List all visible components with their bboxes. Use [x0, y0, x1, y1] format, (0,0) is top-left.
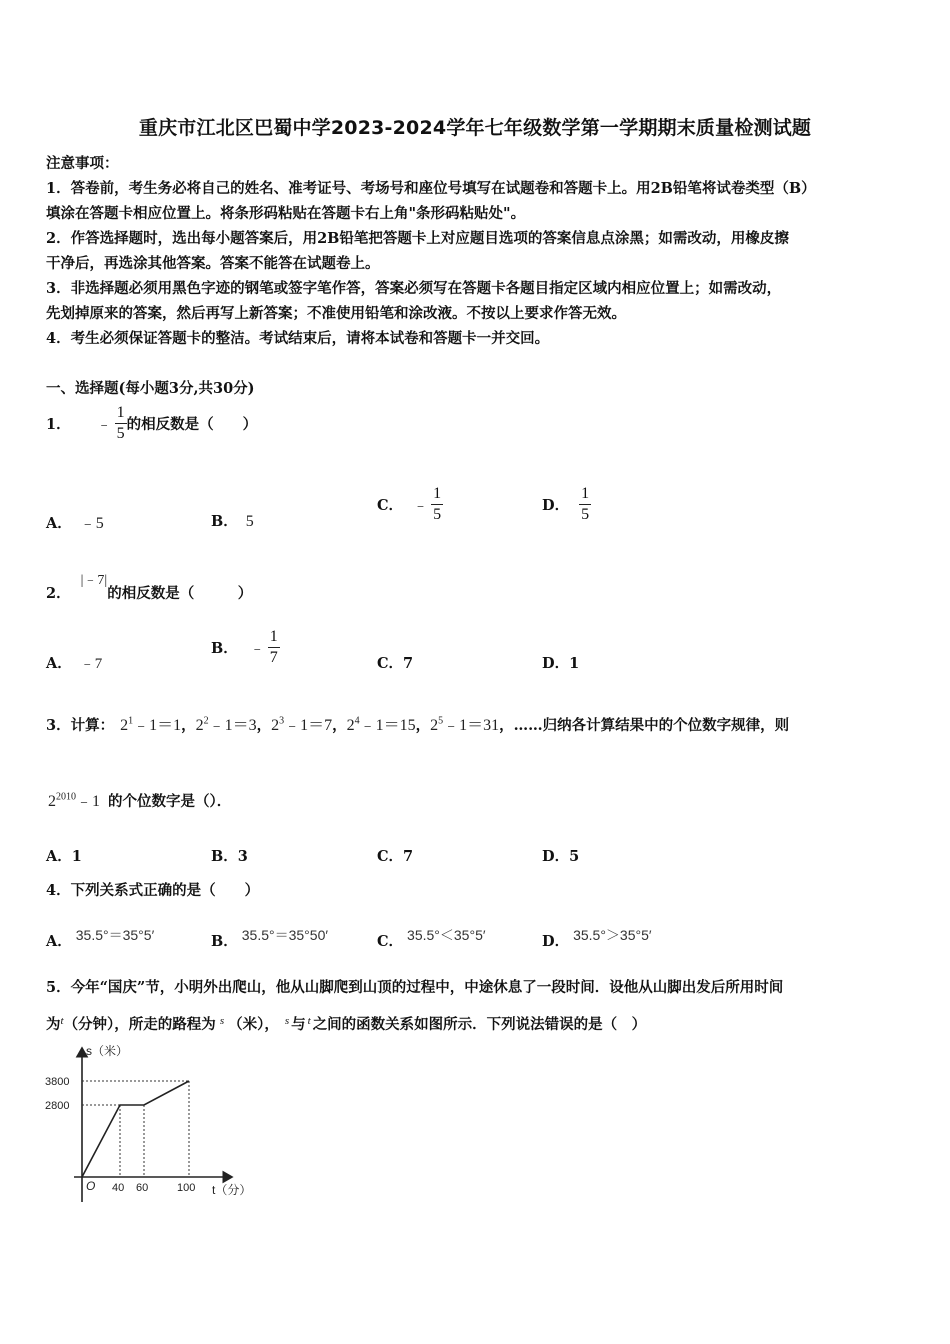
q4-b-label: B． — [211, 933, 238, 950]
var-t-2: t — [307, 1015, 311, 1027]
q4-b-value: 35.5°＝35°50′ — [241, 927, 328, 943]
x-axis-label: t（分） — [212, 1183, 252, 1197]
q2-text: 的相反数是（ ） — [107, 585, 253, 602]
q1-a-label: A． — [46, 515, 72, 532]
section-heading: 一、选择题(每小题3分,共30分) — [46, 380, 255, 397]
q2-a-label: A． — [46, 655, 72, 672]
var-t: t — [60, 1015, 64, 1027]
q1-d-label: D． — [542, 497, 570, 514]
notes-line-6: 先划掉原来的答案，然后再写上新答案；不准使用铅笔和涂改液。不按以上要求作答无效。 — [46, 305, 626, 322]
q3-label: 3．计算： — [46, 717, 115, 734]
q1-option-c — [377, 485, 443, 524]
question-5-line-2: 为$^t$（分钟），所走的路程为 $^s$ （米）， $^s$ 与 $^t$ 之间的函数关系如图所示．下列说法错误的是（ ） — [46, 1015, 647, 1033]
q1-option-a — [46, 510, 104, 533]
q4-c-label: C． — [377, 933, 404, 950]
question-5-line-1: 5．今年“国庆”节，小明外出爬山，他从山脚爬到山顶的过程中，中途休息了一段时间．设他从山脚出发后所用时间 — [46, 979, 784, 996]
q3-option-c: C．7 — [377, 848, 414, 865]
q2-option-d — [542, 652, 579, 673]
q1-c-fraction — [431, 485, 443, 524]
notes-line-1: 1．答卷前，考生务必将自己的姓名、准考证号、考场号和座位号填写在试题卷和答题卡上。用2B铅笔将试卷类型（B） — [46, 180, 816, 197]
q1-fraction — [115, 404, 127, 443]
var-s-2: s — [284, 1015, 290, 1027]
x-tick-100: 100 — [177, 1182, 196, 1194]
q2-expression: |﹣7| — [80, 573, 108, 588]
x-tick-40: 40 — [112, 1182, 125, 1194]
q2-b-den: 7 — [269, 649, 278, 666]
q2-number: 2． — [46, 585, 71, 602]
q3-sep-1: ， — [181, 717, 196, 734]
q3-expr-4: $2^4﹣1=15$ — [346, 715, 416, 734]
q1-number: 1． — [46, 416, 71, 433]
q1-d-den: 5 — [581, 506, 590, 523]
q2-b-fraction — [268, 628, 280, 667]
distance-time-graph — [40, 1040, 270, 1210]
q3-option-a: A．1 — [46, 848, 82, 865]
notes-line-4: 干净后，再选涂其他答案。答案不能答在试题卷上。 — [46, 255, 380, 272]
q4-a-value: 35.5°＝35°5′ — [75, 927, 155, 943]
question-1 — [46, 404, 257, 443]
q4-d-label: D． — [542, 933, 570, 950]
origin-label: O — [86, 1179, 96, 1193]
q3-sep-3: ， — [332, 717, 347, 734]
q1-d-fraction — [579, 485, 591, 524]
question-3 — [46, 712, 789, 735]
q2-d-value: 1 — [569, 655, 580, 672]
q4-option-c — [377, 925, 485, 951]
var-s: s — [219, 1015, 225, 1027]
q4-option-b — [211, 925, 328, 951]
q1-b-label: B． — [211, 513, 238, 530]
q3-tail: ，……归纳各计算结果中的个位数字规律，则 — [499, 717, 790, 734]
q1-d-num: 1 — [579, 485, 591, 505]
x-tick-60: 60 — [136, 1182, 149, 1194]
q1-a-value: ﹣5 — [79, 515, 104, 532]
q4-option-d — [542, 925, 652, 951]
question-2 — [46, 573, 253, 603]
notes-line-5: 3．非选择题必须用黑色字迹的钢笔或签字笔作答，答案必须写在答题卡各题目指定区域内相应位置上；如需改动， — [46, 280, 782, 297]
q3-expr-2010: $2^{2010}﹣1$ — [48, 791, 101, 810]
q3-expr-2: $2^2﹣1=3$ — [195, 715, 257, 734]
q2-option-b — [211, 628, 280, 667]
q3-sep-4: ， — [415, 717, 431, 734]
q2-option-c — [377, 652, 413, 673]
q1-frac-den: 5 — [116, 425, 125, 442]
q2-c-label: C． — [377, 655, 404, 672]
y-axis-label: s（米） — [86, 1044, 129, 1058]
q3-option-b: B．3 — [211, 848, 248, 865]
q3-expr-5: $2^5﹣1=31$ — [430, 715, 500, 734]
q1-c-den: 5 — [433, 506, 442, 523]
q1-c-label: C． — [377, 497, 404, 514]
q2-b-label: B． — [211, 640, 238, 657]
q3-sep-2: ， — [256, 717, 272, 734]
q3-expr-3: $2^3﹣1=7$ — [271, 715, 333, 734]
q1-option-d — [542, 485, 591, 524]
question-3-line-2 — [48, 788, 231, 811]
q4-option-a — [46, 925, 154, 951]
y-tick-2800: 2800 — [45, 1100, 70, 1112]
q2-c-value: 7 — [403, 655, 414, 672]
q4-a-label: A． — [46, 933, 72, 950]
q3-line-2-text: 的个位数字是（）． — [108, 793, 232, 810]
notes-line-3: 2．作答选择题时，选出每小题答案后，用2B铅笔把答题卡上对应题目选项的答案信息点涂黑；如需改动，用橡皮擦 — [46, 230, 789, 247]
q3-option-d: D．5 — [542, 848, 580, 865]
q1-text: 的相反数是（ ） — [126, 416, 258, 433]
q2-b-num: 1 — [268, 628, 280, 648]
graph-line — [82, 1081, 189, 1177]
notes-line-7: 4．考生必须保证答题卡的整洁。考试结束后，请将本试卷和答题卡一并交回。 — [46, 330, 550, 347]
q2-option-a — [46, 652, 102, 673]
q2-b-minus: ﹣ — [249, 641, 265, 657]
q3-expr-1: $2^1﹣1=1$ — [120, 715, 182, 734]
question-4: 4．下列关系式正确的是（ ） — [46, 882, 260, 899]
q2-d-label: D． — [542, 655, 570, 672]
q1-b-value: 5 — [245, 513, 254, 530]
q1-option-b — [211, 510, 254, 531]
y-tick-3800: 3800 — [45, 1076, 70, 1088]
notes-heading: 注意事项： — [46, 155, 119, 172]
q1-c-minus: ﹣ — [413, 498, 429, 514]
notes-line-2: 填涂在答题卡相应位置上。将条形码粘贴在答题卡右上角"条形码粘贴处"。 — [46, 205, 526, 222]
q1-frac-num: 1 — [115, 404, 127, 424]
page-title: 重庆市江北区巴蜀中学2023-2024学年七年级数学第一学期期末质量检测试题 — [138, 117, 812, 139]
q1-minus: ﹣ — [96, 417, 112, 433]
q1-c-num: 1 — [431, 485, 443, 505]
q2-a-value: ﹣7 — [79, 656, 103, 672]
q4-d-value: 35.5°＞35°5′ — [573, 927, 652, 943]
q4-c-value: 35.5°＜35°5′ — [407, 927, 486, 943]
